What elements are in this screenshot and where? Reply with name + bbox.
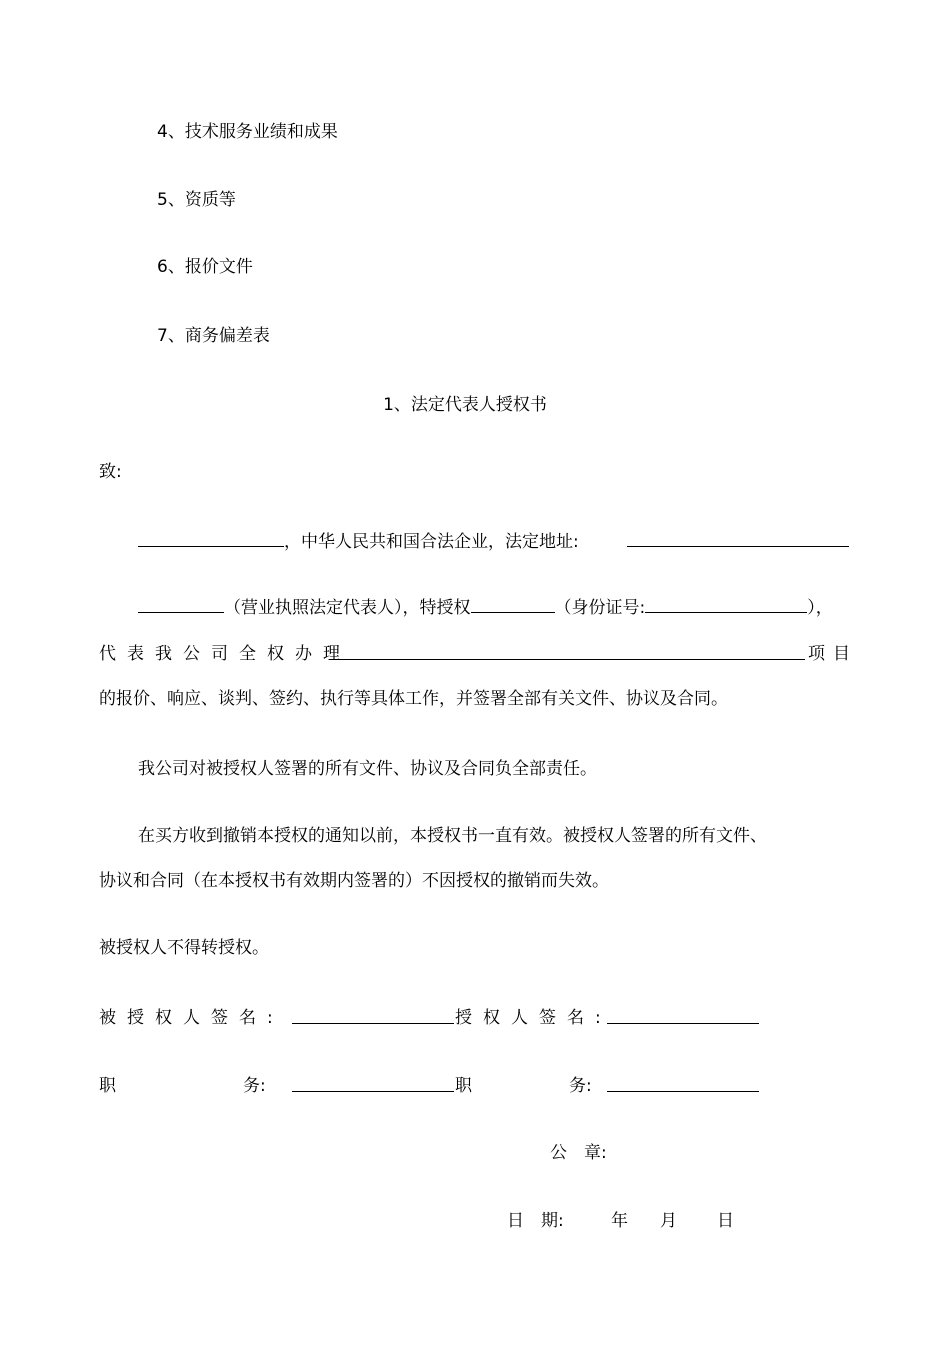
- list-item-6: 6、报价文件: [157, 257, 253, 277]
- handle-prefix: 代表我公司全权办理: [99, 644, 351, 664]
- date-year: 年: [611, 1211, 628, 1231]
- post-label-left-1: 职: [99, 1076, 116, 1096]
- list-item-5: 5、资质等: [157, 190, 236, 210]
- rep-note: （营业执照法定代表人）: [224, 598, 403, 618]
- seal-label: 公 章:: [550, 1143, 607, 1163]
- address-blank-wrap: [627, 530, 849, 553]
- project-word: 项目: [808, 644, 858, 664]
- grant-text: ，特授权: [402, 598, 471, 618]
- grantor-post-blank: [607, 1075, 759, 1092]
- project-blank-wrap: [329, 643, 805, 666]
- grantor-sign-blank: [607, 1007, 759, 1024]
- list-item-7: 7、商务偏差表: [157, 326, 270, 346]
- para1-line: [138, 530, 579, 553]
- grantor-post-blank-wrap: [607, 1075, 759, 1098]
- post-label-left-2: 务:: [243, 1076, 266, 1096]
- grantee-sign-blank-wrap: [292, 1007, 454, 1030]
- grantee-name-blank: [471, 596, 555, 613]
- project-name-blank: [329, 643, 805, 660]
- para5: 被授权人不得转授权。: [99, 938, 269, 958]
- grantee-sign-label: 被授权人签名:: [99, 1008, 284, 1028]
- grantor-sign-blank-wrap: [607, 1007, 759, 1030]
- date-day: 日: [717, 1211, 734, 1231]
- address-blank: [627, 530, 849, 547]
- para2-line1: [138, 596, 833, 619]
- para3: 我公司对被授权人签署的所有文件、协议及合同负全部责任。: [138, 759, 597, 779]
- para1-mid-text: ，中华人民共和国合法企业，法定地址:: [284, 532, 579, 552]
- para2-line3: 的报价、响应、谈判、签约、执行等具体工作，并签署全部有关文件、协议及合同。: [99, 689, 728, 709]
- section-title: 1、法定代表人授权书: [383, 395, 547, 415]
- rep-name-blank: [138, 596, 224, 613]
- list-item-4: 4、技术服务业绩和成果: [157, 122, 338, 142]
- salutation: 致:: [99, 462, 122, 482]
- id-number-blank: [645, 596, 807, 613]
- grantee-sign-blank: [292, 1007, 454, 1024]
- para4-line2: 协议和合同（在本授权书有效期内签署的）不因授权的撤销而失效。: [99, 871, 609, 891]
- id-close-text: ），: [807, 598, 833, 618]
- grantee-post-blank: [292, 1075, 454, 1092]
- date-label: 日 期:: [507, 1211, 564, 1231]
- post-label-mid-1: 职: [455, 1076, 472, 1096]
- id-open-text: （身份证号:: [554, 598, 646, 618]
- date-month: 月: [660, 1211, 677, 1231]
- post-label-mid-2: 务:: [569, 1076, 592, 1096]
- para4-line1: 在买方收到撤销本授权的通知以前，本授权书一直有效。被授权人签署的所有文件、: [138, 826, 767, 846]
- grantee-post-blank-wrap: [292, 1075, 454, 1098]
- company-name-blank: [138, 530, 284, 547]
- grantor-sign-label: 授权人签名:: [455, 1008, 612, 1028]
